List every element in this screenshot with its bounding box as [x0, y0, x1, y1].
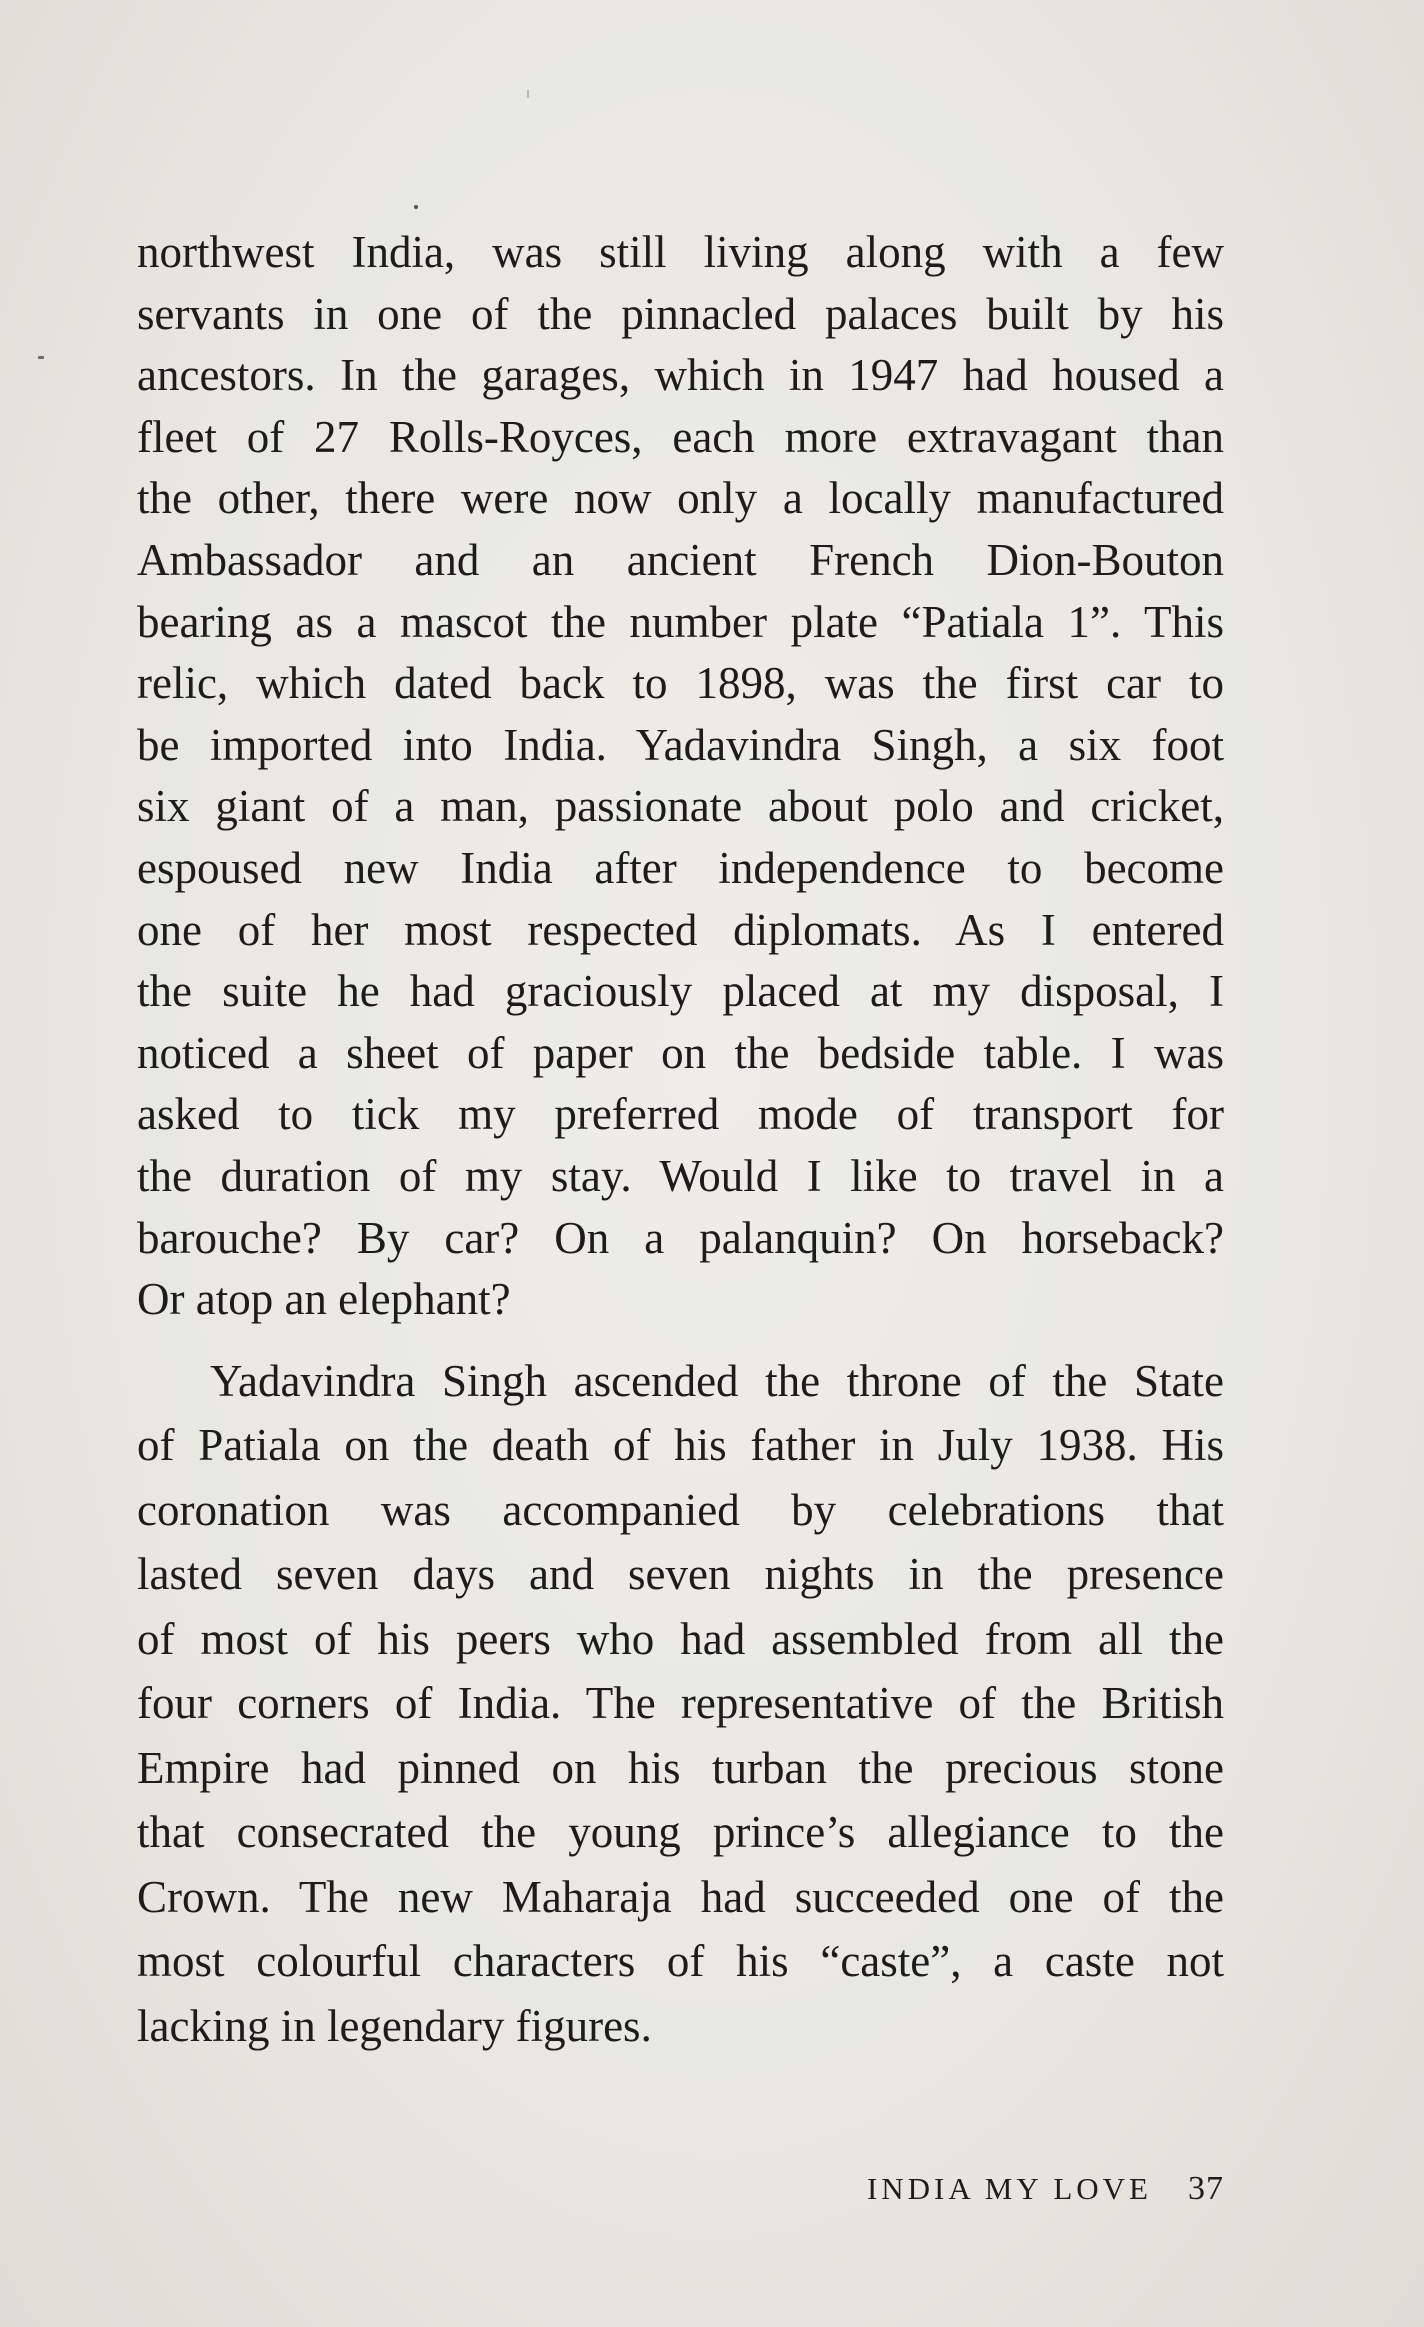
text-line: of Patiala on the death of his father in July 1938. His	[137, 1420, 1224, 1471]
text-line: the other, there were now only a locally manufactured	[137, 473, 1224, 524]
text-line: asked to tick my preferred mode of transport for	[137, 1089, 1224, 1140]
text-line: fleet of 27 Rolls-Royces, each more extravagant than	[137, 411, 1224, 462]
text-line: ancestors. In the garages, which in 1947 had housed a	[137, 350, 1224, 401]
running-title: INDIA MY LOVE	[866, 2171, 1152, 2206]
paper-speck	[414, 205, 418, 209]
text-line: espoused new India after independence to become	[137, 842, 1224, 893]
text-line: northwest India, was still living along with a few	[137, 227, 1224, 277]
text-line: coronation was accompanied by celebrations that	[137, 1484, 1224, 1535]
text-line: Ambassador and an ancient French Dion-Bouton	[137, 534, 1224, 585]
text-line: most colourful characters of his “caste”, a caste not	[137, 1936, 1224, 1987]
text-line: that consecrated the young prince’s allegiance to the	[137, 1807, 1224, 1858]
text-line: relic, which dated back to 1898, was the first car to	[137, 658, 1224, 709]
text-line: be imported into India. Yadavindra Singh, a six foot	[137, 719, 1224, 770]
text-line: the suite he had graciously placed at my disposal, I	[137, 966, 1224, 1017]
text-line: lacking in legendary figures.	[137, 2000, 652, 2051]
text-line: lasted seven days and seven nights in the presence	[137, 1549, 1224, 1600]
text-line: the duration of my stay. Would I like to travel in a	[137, 1150, 1224, 1201]
paragraph-2	[137, 1349, 1224, 2059]
margin-mark	[38, 356, 44, 359]
page-number: 37	[1188, 2170, 1224, 2207]
text-line: barouche? By car? On a palanquin? On horseback?	[137, 1212, 1224, 1263]
paper-speck	[527, 90, 529, 98]
text-line: Crown. The new Maharaja had succeeded one of the	[137, 1871, 1224, 1922]
text-line: four corners of India. The representative of the British	[137, 1678, 1224, 1729]
body-text	[137, 222, 1224, 2058]
paragraph-1	[137, 222, 1224, 1331]
text-line: noticed a sheet of paper on the bedside table. I was	[137, 1027, 1224, 1078]
text-line: Yadavindra Singh ascended the throne of the State	[210, 1355, 1224, 1406]
text-line: Or atop an elephant?	[137, 1274, 511, 1325]
text-line: one of her most respected diplomats. As I entered	[137, 904, 1224, 955]
text-line: servants in one of the pinnacled palaces built by his	[137, 288, 1224, 339]
text-line: of most of his peers who had assembled from all the	[137, 1613, 1224, 1664]
text-line: bearing as a mascot the number plate “Patiala 1”. This	[137, 596, 1224, 647]
page-footer	[867, 2170, 1224, 2208]
text-line: six giant of a man, passionate about polo and cricket,	[137, 781, 1224, 832]
text-line: Empire had pinned on his turban the precious stone	[137, 1742, 1224, 1793]
